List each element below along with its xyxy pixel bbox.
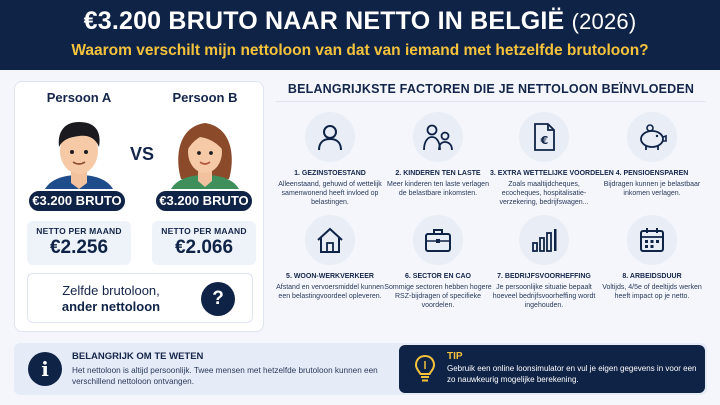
versus-label: VS <box>129 144 154 164</box>
info-bar <box>14 343 707 395</box>
factor-4-title: 4. PENSIOENSPAREN <box>615 170 689 177</box>
lightbulb-icon <box>411 353 439 385</box>
factor-5-desc: Afstand en vervoersmiddel kunnen een belastingvoordeel opleveren. <box>276 284 384 300</box>
person-a-netto-box <box>27 221 131 265</box>
conclusion-line-2: ander nettoloon <box>61 299 161 314</box>
person-b-bruto-badge: €3.200 BRUTO <box>154 189 254 213</box>
factor-7-desc: Je persoonlijke situatie bepaalt hoeveel bedrijfsvoorheffing wordt ingehouden. <box>492 284 596 309</box>
factor-card-5 <box>276 215 384 301</box>
factor-6-title: 6. SECTOR EN CAO <box>405 273 471 280</box>
person-b-netto-label: NETTO PER MAAND <box>161 226 247 236</box>
factor-card-3 <box>490 112 614 207</box>
family-icon <box>413 112 463 162</box>
factor-card-4 <box>598 112 706 198</box>
factor-3-title: 3. EXTRA WETTELIJKE VOORDELEN <box>490 170 614 177</box>
person-a-netto-value: €2.256 <box>49 237 109 258</box>
person-a-bruto-badge: €3.200 BRUTO <box>27 189 127 213</box>
factor-card-2 <box>384 112 492 198</box>
factor-2-desc: Meer kinderen ten laste verlagen de belastbare inkomsten. <box>387 181 489 197</box>
factor-1-title: 1. GEZINSTOESTAND <box>294 170 366 177</box>
factor-card-1 <box>276 112 384 207</box>
question-mark-icon: ? <box>201 282 235 316</box>
factor-2-title: 2. KINDEREN TEN LASTE <box>395 170 481 177</box>
conclusion-line-1: Zelfde brutoloon, <box>62 283 160 298</box>
factor-card-6 <box>384 215 492 310</box>
title-main: €3.200 BRUTO NAAR NETTO IN BELGIË <box>83 7 565 35</box>
factor-8-desc: Voltijds, 4/5e of deeltijds werken heeft impact op je netto. <box>602 284 702 300</box>
person-b-netto-box <box>152 221 256 265</box>
comparison-panel <box>14 81 264 332</box>
euro-document-icon <box>519 112 569 162</box>
info-text: Het nettoloon is altijd persoonlijk. Twee mensen met hetzelfde brutoloon kunnen een verschillend nettoloon ontvangen. <box>72 366 378 386</box>
info-title: BELANGRIJK OM TE WETEN <box>72 351 204 362</box>
factor-8-title: 8. ARBEIDSDUUR <box>622 273 682 280</box>
piggy-bank-icon <box>627 112 677 162</box>
conclusion-text <box>36 283 186 315</box>
header-banner <box>0 0 720 70</box>
info-icon: i <box>28 352 62 386</box>
factor-7-title: 7. BEDRIJFSVOORHEFFING <box>497 273 591 280</box>
factor-card-7 <box>490 215 598 310</box>
factors-divider <box>276 101 706 102</box>
person-b-label: Persoon B <box>172 90 238 105</box>
factor-1-desc: Alleenstaand, gehuwd of wettelijk samenwonend heeft invloed op belastingen. <box>278 181 382 206</box>
page-title <box>0 7 720 36</box>
calendar-icon <box>627 215 677 265</box>
person-icon <box>305 112 355 162</box>
factor-5-title: 5. WOON-WERKVERKEER <box>286 273 374 280</box>
tip-text: Gebruik een online loonsimulator en vul je eigen gegevens in voor een zo nauwkeurig mogelijke berekening. <box>447 364 697 384</box>
title-year: (2026) <box>571 9 637 34</box>
tip-box <box>399 345 705 393</box>
svg-text:€: € <box>540 134 549 147</box>
factors-heading: BELANGRIJKSTE FACTOREN DIE JE NETTOLOON BEÏNVLOEDEN <box>287 82 695 96</box>
house-icon <box>305 215 355 265</box>
factor-4-desc: Bijdragen kunnen je belastbaar inkomen verlagen. <box>603 181 701 197</box>
factor-3-desc: Zoals maaltijdcheques, ecocheques, hospitalisatie-verzekering, bedrijfswagen... <box>499 181 589 206</box>
briefcase-icon <box>413 215 463 265</box>
page-subtitle: Waarom verschilt mijn nettoloon van dat van iemand met hetzelfde brutoloon? <box>71 42 649 59</box>
person-a-label: Persoon A <box>46 90 112 105</box>
factor-card-8 <box>598 215 706 301</box>
bar-chart-icon <box>519 215 569 265</box>
conclusion-box <box>27 273 253 323</box>
person-a-netto-label: NETTO PER MAAND <box>36 226 122 236</box>
tip-title: TIP <box>447 351 463 362</box>
person-b-netto-value: €2.066 <box>174 237 234 258</box>
factor-6-desc: Sommige sectoren hebben hogere RSZ-bijdragen of specifieke voordelen. <box>384 284 492 309</box>
